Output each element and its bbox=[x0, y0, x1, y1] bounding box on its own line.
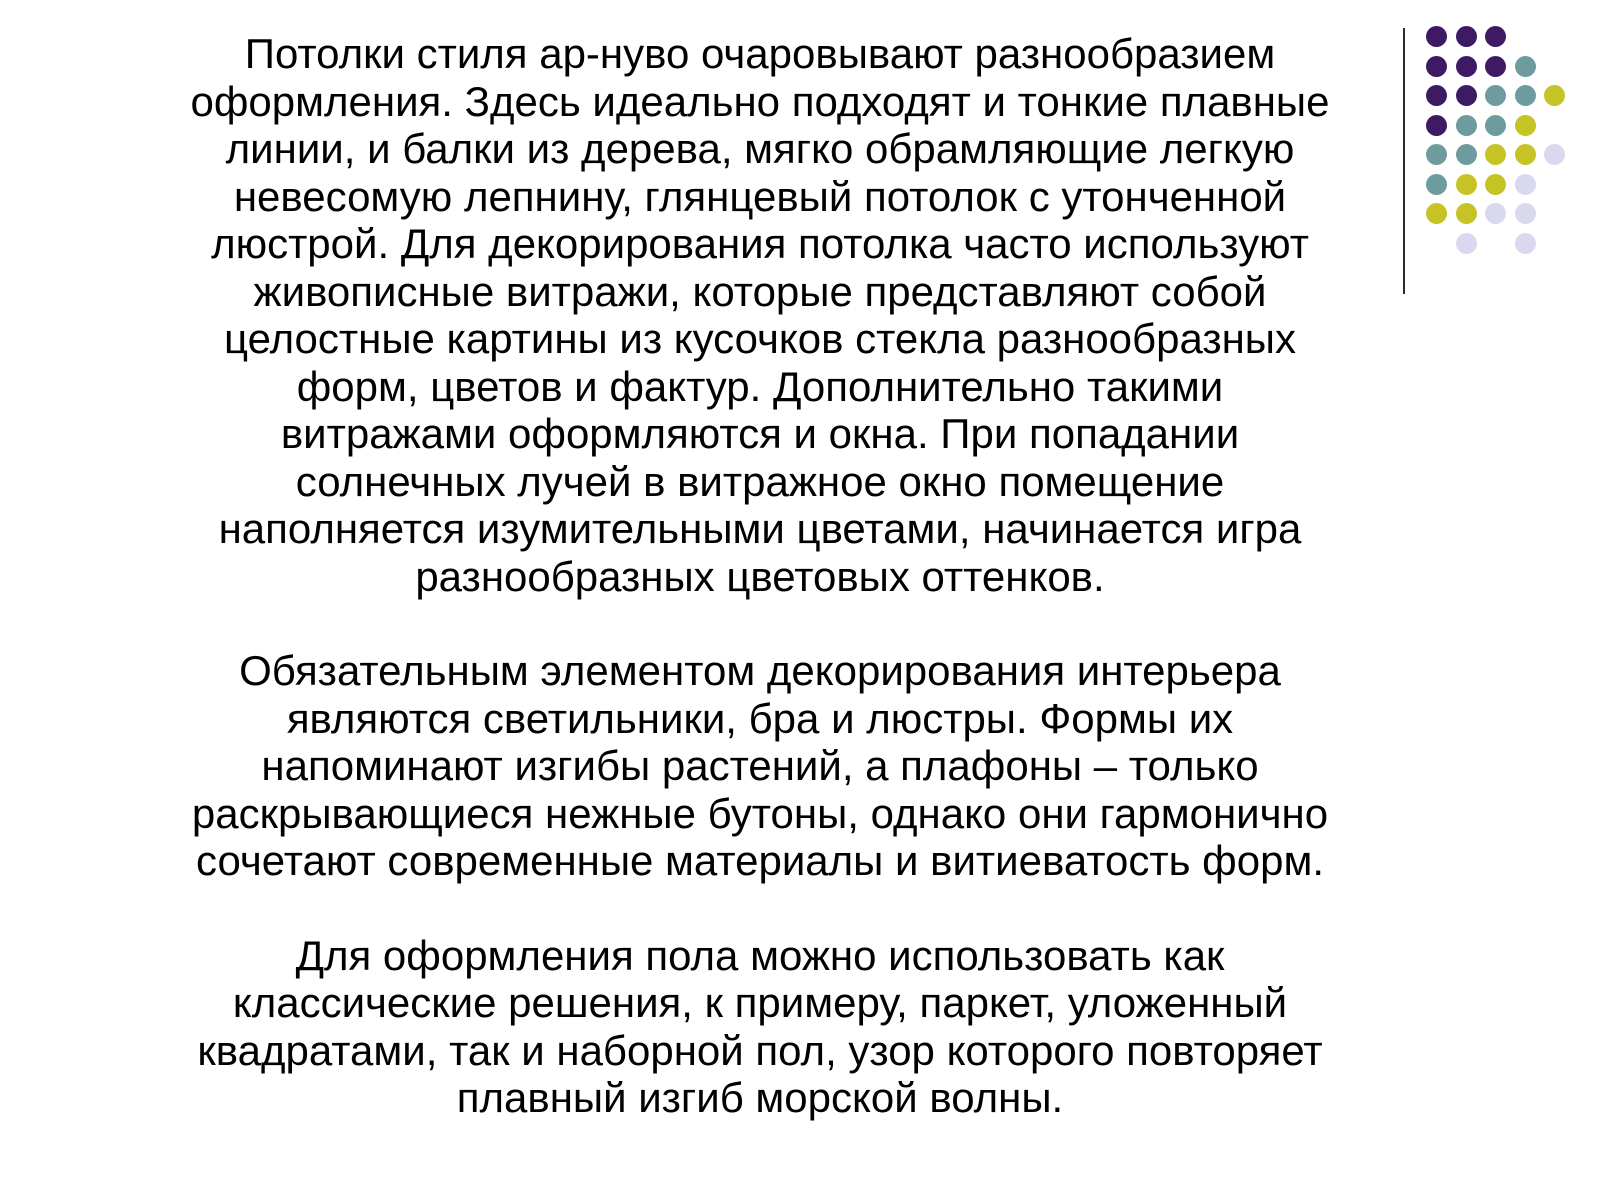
text-line: оформления. Здесь идеально подходят и тонкие плавные bbox=[190, 77, 1330, 125]
dot-olive bbox=[1456, 174, 1477, 195]
text-line: витражами оформляются и окна. При попадании bbox=[280, 410, 1240, 457]
text-line: форм, цветов и фактур. Дополнительно такими bbox=[296, 362, 1224, 410]
text-line: наполняется изумительными цветами, начинается игра bbox=[218, 505, 1302, 552]
text-line: живописные витражи, которые представляют собой bbox=[253, 267, 1267, 315]
dot-olive bbox=[1485, 144, 1506, 165]
text-line: квадратами, так и наборной пол, узор которого повторяет bbox=[197, 1026, 1323, 1074]
dot-teal bbox=[1485, 85, 1506, 106]
dot-purple bbox=[1456, 56, 1477, 77]
dot-lavender bbox=[1544, 144, 1565, 165]
paragraph-floor bbox=[70, 932, 1450, 1122]
text-line: Обязательным элементом декорирования интерьера bbox=[239, 647, 1281, 694]
slide-text-body bbox=[70, 30, 1450, 1122]
dot-olive bbox=[1544, 85, 1565, 106]
dot-teal bbox=[1515, 56, 1536, 77]
dot-teal bbox=[1485, 115, 1506, 136]
dot-purple bbox=[1485, 26, 1506, 47]
text-line: Потолки стиля ар-нуво очаровывают разнообразием bbox=[244, 30, 1276, 77]
text-line: являются светильники, бра и люстры. Формы их bbox=[286, 694, 1234, 742]
dot-purple bbox=[1485, 56, 1506, 77]
dot-olive bbox=[1515, 115, 1536, 136]
dot-lavender bbox=[1456, 233, 1477, 254]
dot-olive bbox=[1456, 203, 1477, 224]
dot-purple bbox=[1456, 85, 1477, 106]
dot-lavender bbox=[1515, 174, 1536, 195]
dot-lavender bbox=[1515, 203, 1536, 224]
text-line: Для оформления пола можно использовать как bbox=[295, 931, 1225, 979]
dot-purple bbox=[1456, 26, 1477, 47]
text-line: напоминают изгибы растений, а плафоны – только bbox=[261, 742, 1259, 789]
dot-olive bbox=[1485, 174, 1506, 195]
text-line: люстрой. Для декорирования потолка часто используют bbox=[211, 220, 1309, 267]
dot-lavender bbox=[1515, 233, 1536, 254]
text-line: разнообразных цветовых оттенков. bbox=[415, 552, 1105, 600]
text-line: раскрывающиеся нежные бутоны, однако они гармонично bbox=[191, 789, 1329, 837]
dot-lavender bbox=[1485, 203, 1506, 224]
paragraph-lighting bbox=[70, 647, 1450, 885]
text-line: классические решения, к примеру, паркет, уложенный bbox=[232, 979, 1288, 1026]
text-line: целостные картины из кусочков стекла разнообразных bbox=[224, 315, 1296, 362]
text-line: плавный изгиб морской волны. bbox=[456, 1074, 1064, 1121]
text-line: солнечных лучей в витражное окно помещение bbox=[295, 457, 1225, 505]
text-line: невесомую лепнину, глянцевый потолок с утонченной bbox=[233, 172, 1287, 220]
dot-teal bbox=[1515, 85, 1536, 106]
text-line: линии, и балки из дерева, мягко обрамляющие легкую bbox=[225, 125, 1295, 172]
paragraph-ceilings bbox=[70, 30, 1450, 600]
dot-teal bbox=[1456, 115, 1477, 136]
dot-olive bbox=[1515, 144, 1536, 165]
dot-teal bbox=[1456, 144, 1477, 165]
text-line: сочетают современные материалы и витиеватость форм. bbox=[196, 837, 1324, 884]
